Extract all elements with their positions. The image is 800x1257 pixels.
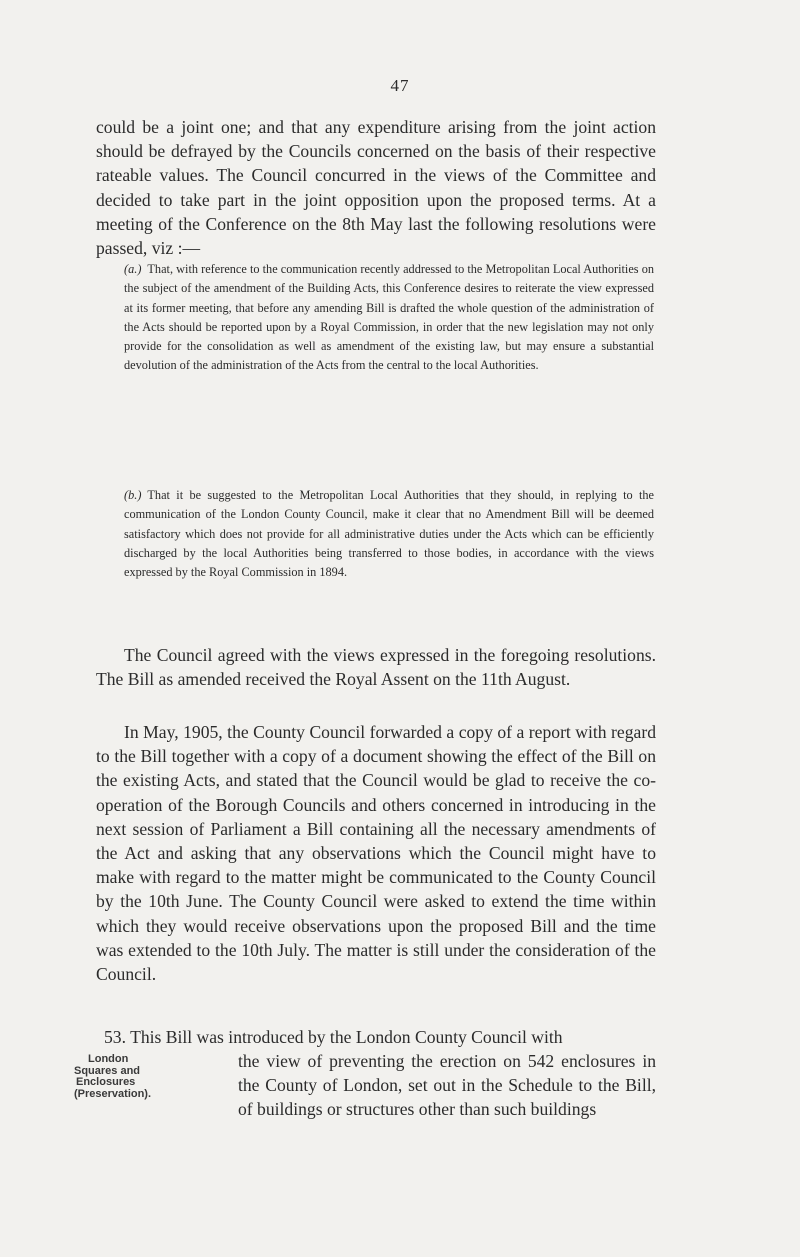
section-53-lead: 53. This Bill was introduced by the London County Council with: [104, 1027, 563, 1047]
margin-note-line-1: London: [88, 1053, 129, 1065]
margin-note-line-2: Squares and: [74, 1064, 141, 1077]
resolution-a-text: That, with reference to the communication recently addressed to the Metropolitan Local Authorities on the subject of the amendment of the Building Acts, this Conference desires to reiterate the view expressed at its former meeting, that before any amending Bill is drafted the whole question of the administration of the Acts should be reported upon by a Royal Commission, in order that the new legislation may not only provide for the consolidation as well as amendment of the existing law, but may ensure a substantial devolution of the administration of the Acts from the central to the local Authorities.: [124, 262, 654, 373]
body-paragraph-2: The Council agreed with the views expressed in the foregoing resolutions. The Bill as amended received the Royal Assent on the 11th August.: [96, 645, 656, 690]
body-paragraph-1: could be a joint one; and that any expenditure arising from the joint action should be defrayed by the Councils concerned on the basis of their respective rateable values. The Council concurred in the views of the Committee and decided to take part in the joint opposition upon the proposed terms. At a meeting of the Conference on the 8th May last the following resolutions were passed, viz :—: [96, 117, 656, 259]
resolution-b: [124, 486, 654, 582]
resolution-a: [124, 260, 654, 376]
page-number: 47: [390, 76, 410, 95]
margin-note: [74, 1054, 214, 1100]
section-53-body: the view of preventing the erection on 542 enclosures in the County of London, set out in the Schedule to the Bill, of buildings or structures other than such buildings: [238, 1051, 656, 1120]
resolution-b-text: That it be suggested to the Metropolitan Local Authorities that they should, in replying to the communication of the London County Council, make it clear that no Amendment Bill will be deemed satisfactory which does not provide for all administrative duties under the Acts which can be efficiently discharged by the local Authorities being transferred to those bodies, in accordance with the views expressed by the Royal Commission in 1894.: [124, 488, 654, 580]
body-paragraph-3: In May, 1905, the County Council forwarded a copy of a report with regard to the Bill together with a copy of a document showing the effect of the Bill on the existing Acts, and stated that the Council would be glad to receive the co-operation of the Borough Councils and others concerned in introducing in the next session of Parliament a Bill containing all the necessary amendments of the Act and asking that any observations which the Council might have to make with regard to the matter might be communicated to the County Council by the 10th June. The County Council were asked to extend the time within which they would receive observations upon the proposed Bill and the time was extended to the 10th July. The matter is still under the consideration of the Council.: [96, 722, 656, 985]
resolution-b-label: (b.): [124, 488, 142, 502]
resolution-a-label: (a.): [124, 262, 142, 276]
margin-note-line-3: Enclosures: [76, 1076, 136, 1088]
margin-note-line-4: (Preservation).: [74, 1087, 152, 1100]
